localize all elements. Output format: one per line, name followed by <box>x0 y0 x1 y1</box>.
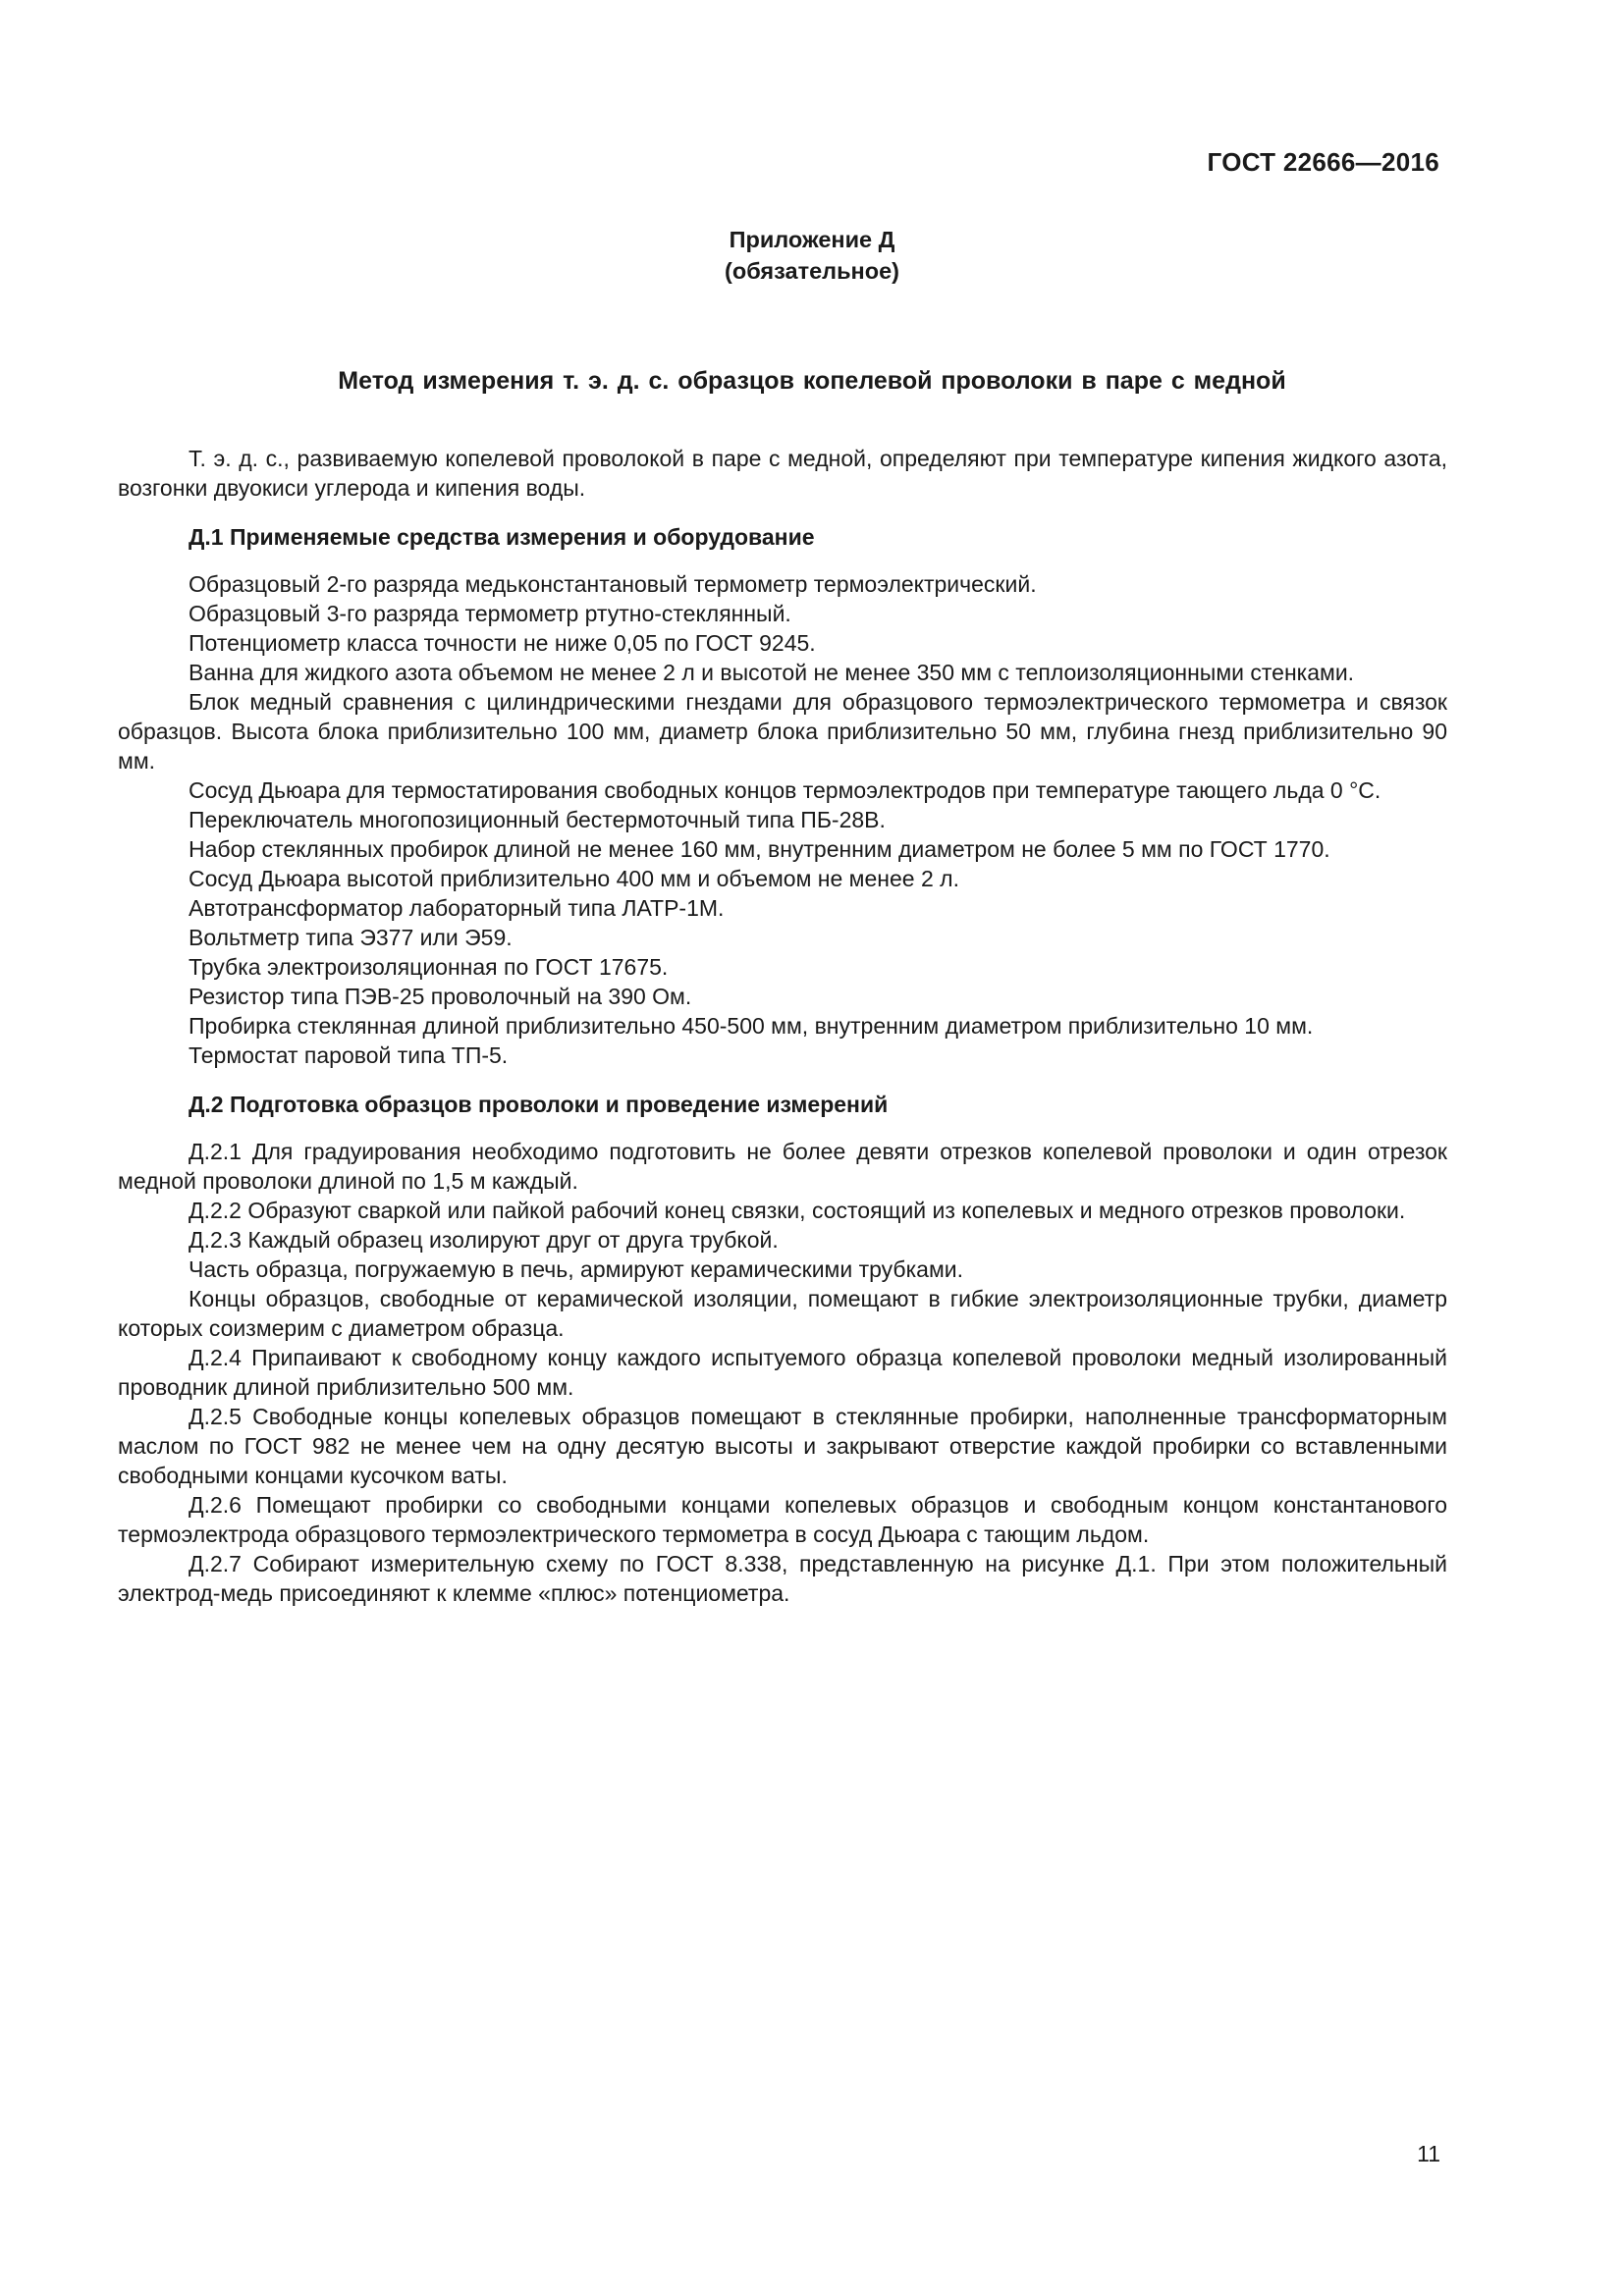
section-1-item: Переключатель многопозиционный бестермоточный типа ПБ-28В. <box>189 807 886 832</box>
section-1-item: Вольтметр типа Э377 или Э59. <box>189 925 513 950</box>
appendix-heading <box>0 224 1624 287</box>
section-2-item: Д.2.5 Свободные концы копелевых образцов помещают в стеклянные пробирки, наполненные трансформаторным маслом по ГОСТ 982 не менее чем на одну десятую высоты и закрывают отверстие каждой пробирки со вставленными свободными концами кусочком ваты. <box>118 1404 1447 1488</box>
section-1-heading: Д.1 Применяемые средства измерения и оборудование <box>189 524 815 550</box>
section-1-item: Блок медный сравнения с цилиндрическими гнездами для образцового термоэлектрического термометра и связок образцов. Высота блока приблизительно 100 мм, диаметр блока приблизительно 50 мм, глубина гнезд приблизительно 90 мм. <box>118 689 1447 774</box>
section-1-item: Набор стеклянных пробирок длиной не менее 160 мм, внутренним диаметром не более 5 мм по ГОСТ 1770. <box>189 836 1330 862</box>
section-1-item: Образцовый 2-го разряда медьконстантановый термометр термоэлектрический. <box>189 571 1037 597</box>
section-1-item: Сосуд Дьюара высотой приблизительно 400 мм и объемом не менее 2 л. <box>189 866 959 891</box>
section-1-item: Сосуд Дьюара для термостатирования свободных концов термоэлектродов при температуре тающего льда 0 °С. <box>189 777 1381 803</box>
section-2-item: Часть образца, погружаемую в печь, армируют керамическими трубками. <box>189 1256 963 1282</box>
main-title: Метод измерения т. э. д. с. образцов копелевой проволоки в паре с медной <box>338 367 1286 395</box>
appendix-status: (обязательное) <box>725 258 899 284</box>
intro-paragraph: Т. э. д. с., развиваемую копелевой проволокой в паре с медной, определяют при температуре кипения жидкого азота, возгонки двуокиси углерода и кипения воды. <box>118 446 1447 501</box>
section-2-item: Д.2.6 Помещают пробирки со свободными концами копелевых образцов и свободным концом константанового термоэлектрода образцового термоэлектрического термометра в сосуд Дьюара с тающим льдом. <box>118 1492 1447 1547</box>
body-text <box>118 444 1447 1608</box>
section-2-item: Д.2.1 Для градуирования необходимо подготовить не более девяти отрезков копелевой проволоки и один отрезок медной проволоки длиной по 1,5 м каждый. <box>118 1139 1447 1194</box>
section-2-heading: Д.2 Подготовка образцов проволоки и проведение измерений <box>189 1092 889 1117</box>
appendix-title: Приложение Д <box>729 227 895 252</box>
section-2-list <box>118 1137 1447 1608</box>
section-1-list <box>118 569 1447 1070</box>
section-2-item: Д.2.2 Образуют сваркой или пайкой рабочий конец связки, состоящий из копелевых и медного отрезков проволоки. <box>189 1198 1406 1223</box>
section-1-item: Автотрансформатор лабораторный типа ЛАТР-1М. <box>189 895 725 921</box>
section-1-item: Потенциометр класса точности не ниже 0,05 по ГОСТ 9245. <box>189 630 816 656</box>
section-2-item: Д.2.7 Собирают измерительную схему по ГОСТ 8.338, представленную на рисунке Д.1. При этом положительный электрод-медь присоединяют к клемме «плюс» потенциометра. <box>118 1551 1447 1606</box>
section-2-item: Д.2.4 Припаивают к свободному концу каждого испытуемого образца копелевой проволоки медный изолированный проводник длиной приблизительно 500 мм. <box>118 1345 1447 1400</box>
section-1-item: Термостат паровой типа ТП-5. <box>189 1042 509 1068</box>
page-number: 11 <box>1417 2141 1440 2166</box>
section-1-item: Резистор типа ПЭВ-25 проволочный на 390 Ом. <box>189 984 692 1009</box>
section-1-item: Ванна для жидкого азота объемом не менее 2 л и высотой не менее 350 мм с теплоизоляционными стенками. <box>189 660 1355 685</box>
section-1-item: Трубка электроизоляционная по ГОСТ 17675. <box>189 954 669 980</box>
section-1-item: Пробирка стеклянная длиной приблизительно 450-500 мм, внутренним диаметром приблизительно 10 мм. <box>189 1013 1314 1039</box>
section-1-item: Образцовый 3-го разряда термометр ртутно-стеклянный. <box>189 601 791 626</box>
section-2-item: Д.2.3 Каждый образец изолируют друг от друга трубкой. <box>189 1227 779 1253</box>
section-2-item: Концы образцов, свободные от керамической изоляции, помещают в гибкие электроизоляционные трубки, диаметр которых соизмерим с диаметром образца. <box>118 1286 1447 1341</box>
document-code: ГОСТ 22666—2016 <box>1207 147 1439 177</box>
